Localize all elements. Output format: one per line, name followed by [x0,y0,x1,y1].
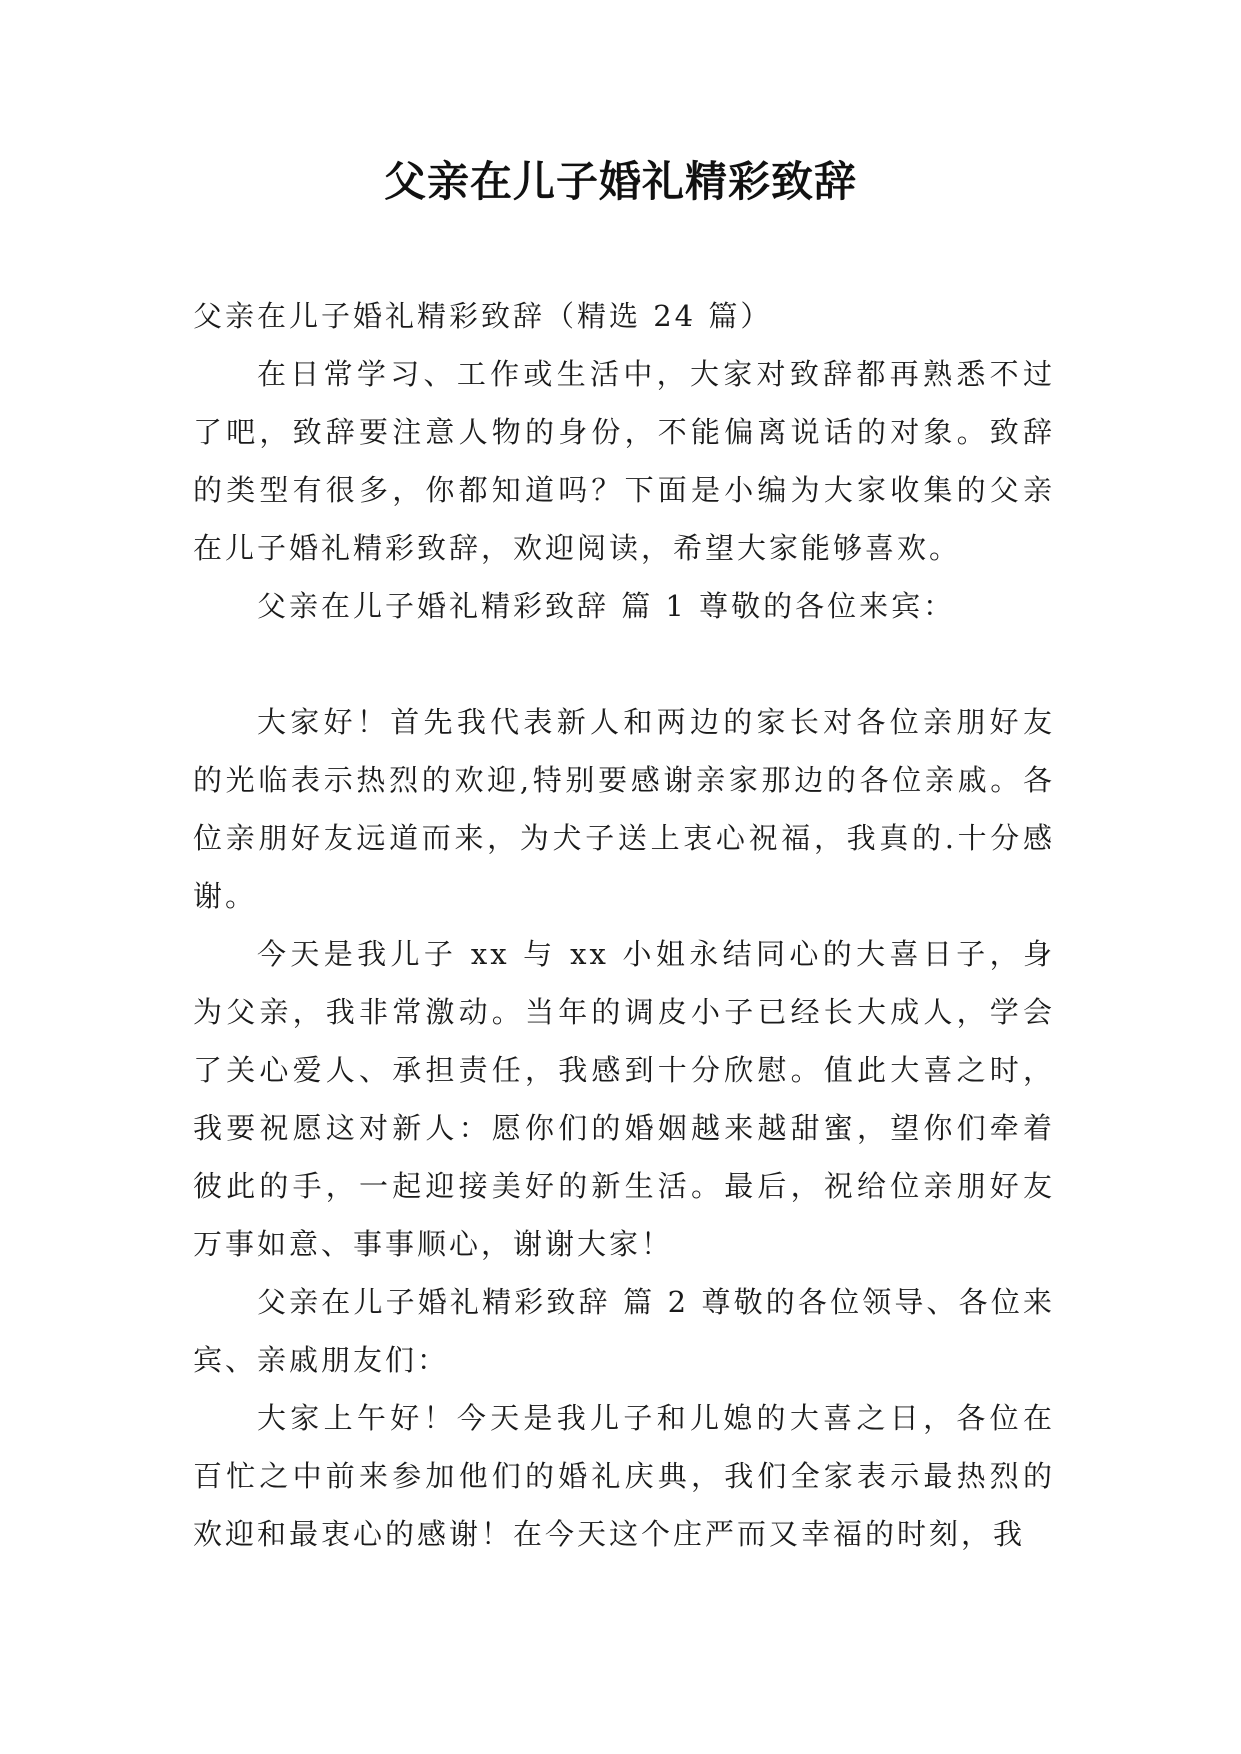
paragraph-intro: 在日常学习、工作或生活中，大家对致辞都再熟悉不过了吧，致辞要注意人物的身份，不能偏离说话的对象。致辞的类型有很多，你都知道吗？下面是小编为大家收集的父亲在儿子婚礼精彩致辞，欢迎阅读，希望大家能够喜欢。 [193,357,1055,565]
paragraph-section-1-greeting: 大家好！首先我代表新人和两边的家长对各位亲朋好友的光临表示热烈的欢迎,特别要感谢亲家那边的各位亲戚。各位亲朋好友远道而来，为犬子送上衷心祝福，我真的.十分感谢。 [193,705,1055,913]
paragraph-section-2-body: 大家上午好！今天是我儿子和儿媳的大喜之日，各位在百忙之中前来参加他们的婚礼庆典，我们全家表示最热烈的欢迎和最衷心的感谢！在今天这个庄严而又幸福的时刻，我 [193,1401,1055,1551]
paragraph-section-1-body: 今天是我儿子 xx 与 xx 小姐永结同心的大喜日子，身为父亲，我非常激动。当年的调皮小子已经长大成人，学会了关心爱人、承担责任，我感到十分欣慰。值此大喜之时，我要祝愿这对新人：愿你们的婚姻越来越甜蜜，望你们牵着彼此的手，一起迎接美好的新生活。最后，祝给位亲朋好友万事如意、事事顺心，谢谢大家！ [193,937,1055,1261]
document-title: 父亲在儿子婚礼精彩致辞 [383,157,857,206]
paragraph-section-1-heading: 父亲在儿子婚礼精彩致辞 篇 1 尊敬的各位来宾： [257,589,956,623]
document-body [193,287,1055,1563]
paragraph-section-2-heading: 父亲在儿子婚礼精彩致辞 篇 2 尊敬的各位领导、各位来宾、亲戚朋友们： [193,1285,1055,1377]
paragraph-subtitle: 父亲在儿子婚礼精彩致辞（精选 24 篇） [193,299,773,333]
